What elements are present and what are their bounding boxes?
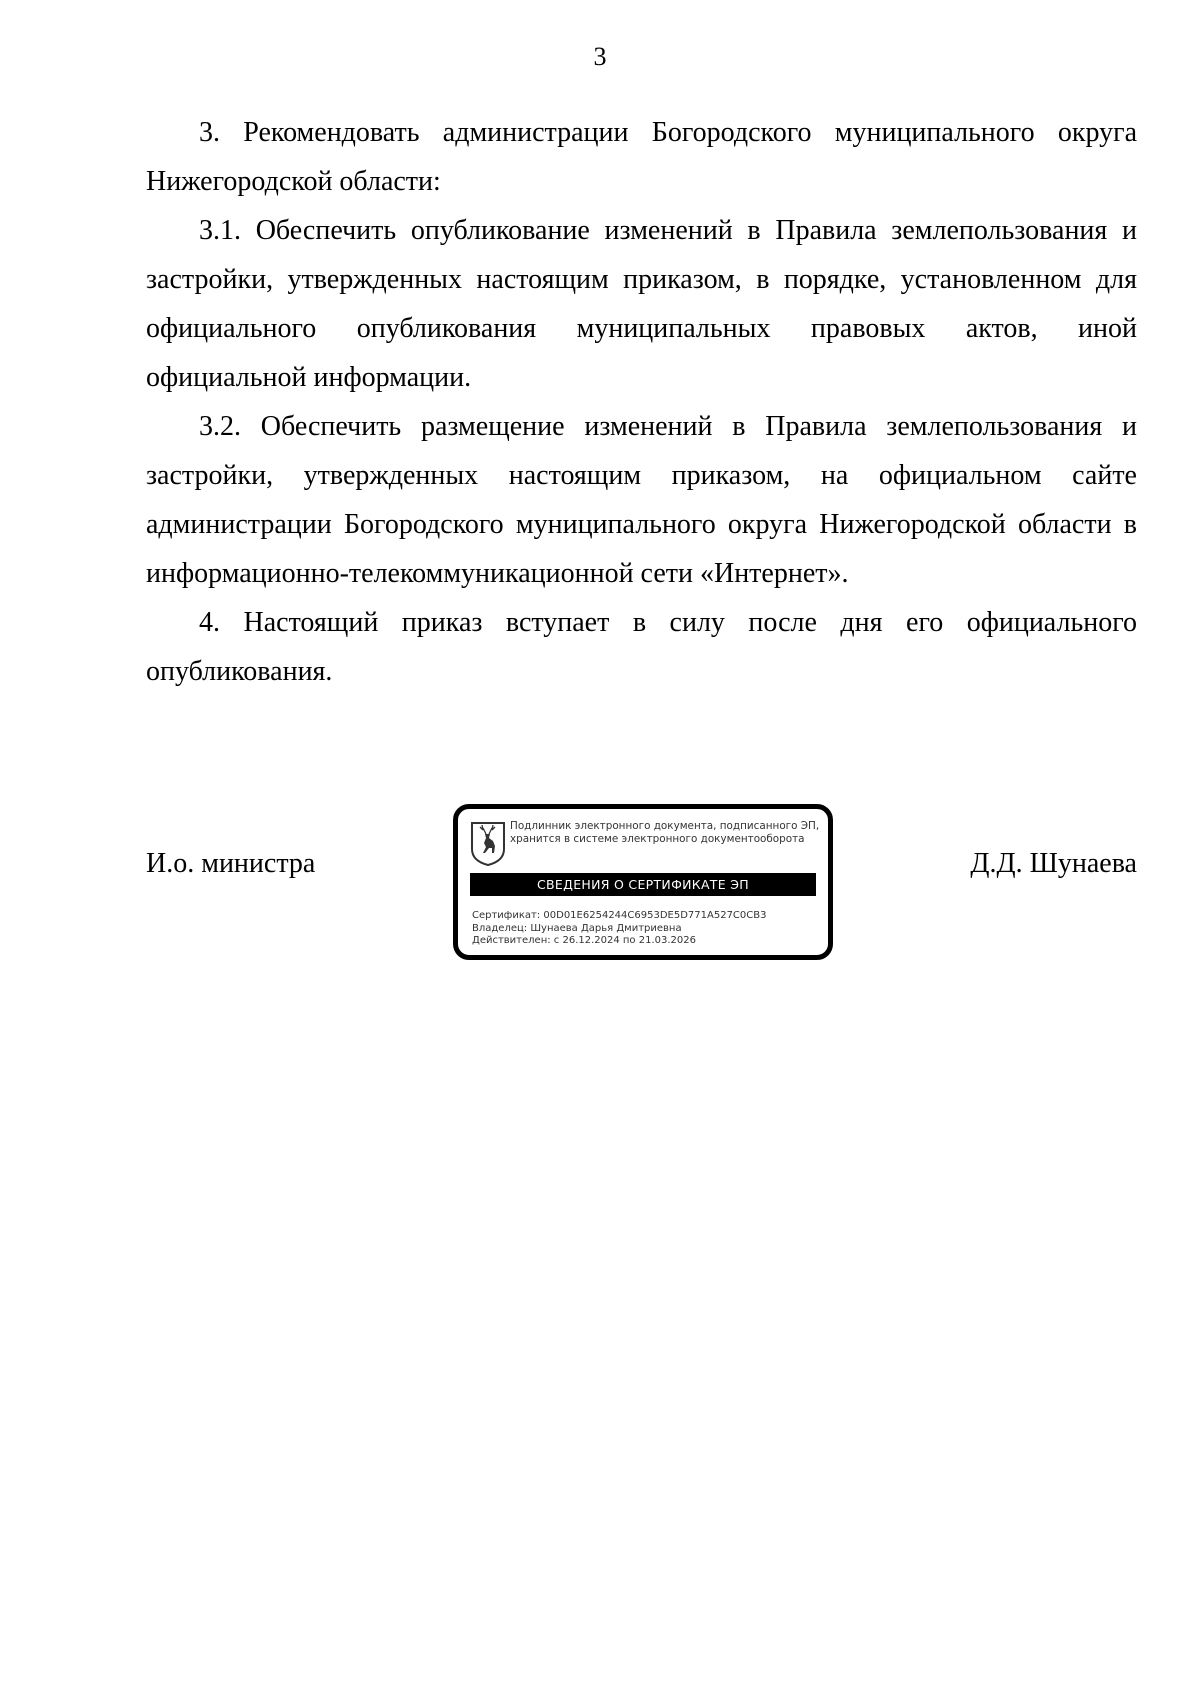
paragraph-3: 3. Рекомендовать администрации Богородского муниципального округа Нижегородской области: — [146, 117, 1137, 197]
paragraph-3-2: 3.2. Обеспечить размещение изменений в Правила землепользования и застройки, утвержденных настоящим приказом, на официальном сайте администрации Богородского муниципального округа Нижегородской области в информационно-телекоммуникационной сети «Интернет». — [146, 411, 1137, 589]
page-number: 3 — [593, 42, 607, 71]
certificate-number: Сертификат: 00D01E6254244C6953DE5D771A527C0CB3 — [472, 910, 767, 921]
stamp-header-line-2: хранится в системе электронного документооборота — [510, 833, 805, 845]
signatory-name: Д.Д. Шунаева — [970, 848, 1137, 879]
stamp-header-line-1: Подлинник электронного документа, подписанного ЭП, — [510, 820, 820, 832]
certificate-validity: Действителен: с 26.12.2024 по 21.03.2026 — [472, 935, 696, 946]
certificate-details — [472, 910, 822, 948]
document-body — [146, 108, 1137, 696]
signatory-position: И.о. министра — [146, 848, 316, 879]
electronic-signature-stamp — [453, 804, 833, 960]
stamp-header — [510, 820, 832, 846]
paragraph-3-1: 3.1. Обеспечить опубликование изменений в Правила землепользования и застройки, утвержденных настоящим приказом, в порядке, установленном для официального опубликования муниципальных правовых актов, иной официальной информации. — [146, 215, 1137, 393]
certificate-owner: Владелец: Шунаева Дарья Дмитриевна — [472, 922, 682, 934]
paragraph-4: 4. Настоящий приказ вступает в силу после дня его официального опубликования. — [146, 607, 1137, 687]
stamp-title-bar: СВЕДЕНИЯ О СЕРТИФИКАТЕ ЭП — [470, 873, 816, 896]
coat-of-arms-icon — [470, 821, 506, 867]
